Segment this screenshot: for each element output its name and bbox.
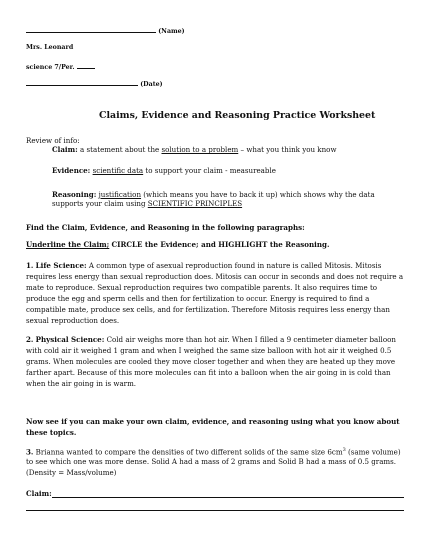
claim-answer-label	[26, 489, 52, 498]
name-field	[26, 26, 185, 36]
paragraph2-line1	[26, 335, 396, 344]
class-period	[26, 62, 95, 72]
paragraph3-text-pre: Brianna wanted to compare the densities of two different solids of the same size 6cm	[35, 447, 343, 457]
date-field	[26, 79, 163, 89]
paragraph1-line2: requires less energy than sexual reproduction does. Mitosis can occur in seconds and does not require a	[26, 272, 404, 281]
evidence-definition	[52, 166, 276, 175]
date-blank[interactable]	[26, 79, 138, 86]
reasoning-text-underlined: justification	[98, 190, 142, 199]
marking-instruction	[26, 240, 329, 249]
find-instruction	[26, 223, 305, 232]
reasoning-term: Reasoning:	[52, 190, 97, 199]
paragraph3-line2: to see which one was more dense. Solid A had a mass of 2 grams and Solid B had a mass of 0.5 grams.	[26, 457, 397, 466]
underline-instruction: Underline the Claim;	[26, 240, 110, 249]
paragraph1-heading: Life Science:	[35, 261, 87, 270]
teacher-name: Mrs. Leonard	[26, 44, 74, 51]
claim-answer-label-text: Claim:	[26, 489, 52, 498]
reasoning-definition-line2	[52, 199, 242, 208]
own-claim-text-2: these topics.	[26, 428, 77, 437]
evidence-text-post: to support your claim - measureable	[145, 166, 276, 175]
paragraph2-line3: grams. When molecules are cooled they move closer together and when they are heated up they move	[26, 357, 396, 366]
find-instruction-text: Find the Claim, Evidence, and Reasoning in the following paragraphs:	[26, 223, 305, 232]
evidence-term: Evidence:	[52, 166, 91, 175]
paragraph1-line5: compatible mate, produce sex cells, and for fertilization. Therefore Mitosis requires less energy than	[26, 305, 390, 314]
paragraph2-number: 2.	[26, 335, 34, 344]
claim-term: Claim:	[52, 145, 78, 154]
circle-highlight-instruction: CIRCLE the Evidence; and HIGHLIGHT the Reasoning.	[111, 240, 330, 249]
paragraph1-line6: sexual reproduction does.	[26, 316, 120, 325]
claim-answer-line-1[interactable]	[52, 497, 404, 498]
date-label: (Date)	[140, 81, 163, 88]
paragraph3-line1	[26, 446, 401, 456]
own-claim-text-1: Now see if you can make your own claim, evidence, and reasoning using what you know about	[26, 417, 400, 426]
claim-text-underlined: solution to a problem	[161, 145, 239, 154]
paragraph1-line3: mate to reproduce. Sexual reproduction requires two compatible parents. It also requires time to	[26, 283, 378, 292]
paragraph2-line2: with cold air it weighed 1 gram and when I weighed the same size balloon with hot air it weighed 0.5	[26, 346, 392, 355]
claim-definition	[52, 145, 337, 154]
cubed-superscript: 3	[342, 447, 346, 453]
reasoning-line2-underlined: SCIENTIFIC PRINCIPLES	[147, 199, 243, 208]
own-claim-line2	[26, 428, 76, 437]
name-label: (Name)	[158, 28, 185, 35]
paragraph3-line3: (Density = Mass/volume)	[26, 468, 117, 477]
paragraph3-number: 3.	[26, 447, 34, 457]
claim-text-post: – what you think you know	[240, 145, 337, 154]
paragraph2-heading: Physical Science:	[35, 335, 105, 344]
paragraph1-line1	[26, 261, 381, 270]
paragraph3-text-post: (same volume)	[345, 447, 401, 457]
paragraph1-number: 1.	[26, 261, 34, 270]
paragraph1-text: A common type of asexual reproduction found in nature is called Mitosis. Mitosis	[88, 261, 382, 270]
evidence-text-underlined: scientific data	[92, 166, 144, 175]
paragraph2-line5: when the air going in is warm.	[26, 379, 137, 388]
claim-text-pre: a statement about the	[80, 145, 160, 154]
claim-answer-line-2[interactable]	[26, 510, 404, 511]
reasoning-text-post: (which means you have to back it up) which shows why the data	[143, 190, 375, 199]
review-intro: Review of info:	[26, 136, 80, 145]
class-label: science 7/Per.	[26, 64, 75, 71]
paragraph1-line4: produce the egg and sperm cells and then for fertilization to occur. Energy is required to find a	[26, 294, 370, 303]
name-blank[interactable]	[26, 26, 156, 33]
reasoning-definition	[52, 190, 375, 199]
period-blank[interactable]	[77, 62, 95, 69]
reasoning-line2-pre: supports your claim using	[52, 199, 146, 208]
paragraph2-line4: farther apart. Because of this more molecules can fit into a balloon when the air going in is cold than	[26, 368, 391, 377]
page-title: Claims, Evidence and Reasoning Practice Worksheet	[99, 110, 376, 121]
own-claim-line1	[26, 417, 400, 426]
paragraph2-text: Cold air weighs more than hot air. When I filled a 9 centimeter diameter balloon	[106, 335, 396, 344]
